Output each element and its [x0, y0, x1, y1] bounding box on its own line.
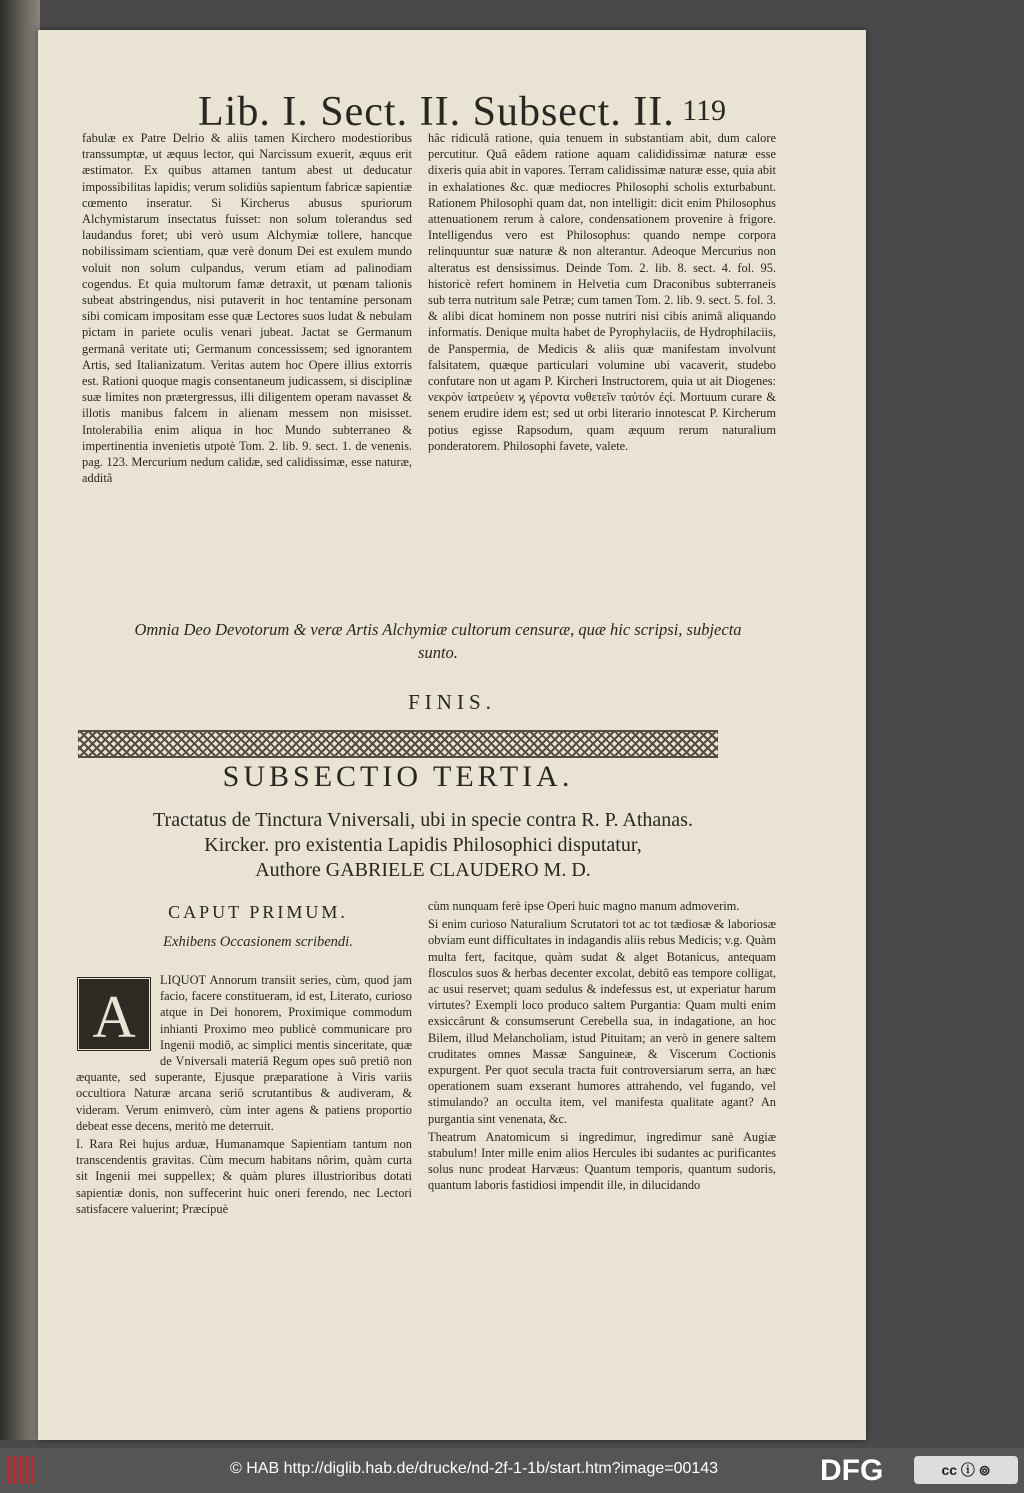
text-column-right-top	[428, 130, 776, 456]
viewer-footer	[0, 1448, 1024, 1493]
text-column-left-top	[82, 130, 412, 488]
hab-logo-icon	[8, 1456, 34, 1484]
page-number: 119	[682, 94, 726, 127]
cc-license-icon[interactable]: cc ⓘ ⊚	[914, 1456, 1018, 1484]
treatise-line-1: Tractatus de Tinctura Vniversali, ubi in specie contra R. P. Athanas.	[153, 809, 693, 831]
paragraph: Si enim curioso Naturalium Scrutatori tot ac tot tædiosæ & laboriosæ obviam eunt difficultates in indagandis aliis rebus Medicis; v.g. Quàm multa fert, facitque, quàm sudat & alget Botanicus, antequam flosculos suos & herbas decenter excolat, debitô eas tempore colligat, ac usui reservet; quam sedulus & indefessus est, ut experiatur harum virtutes? Exempli loco produco saltem Purgantia: Quam multi enim exsiccârunt & consumserunt Cerebella sua, in indagatione, an hoc Bilem, illud Melancholiam, istud Pituitam; an verò in genere saltem cruditates omnes Massæ Sanguineæ, & Viscerum Coctionis expurgent. Per quot secula tracta fuit controversiarum serra, an hæc operationem suam exserant humores attrahendo, vel fugando, vel stimulando? an occulta item, vel manifesta qualitate agant? An purgantia sint venenata, &c.	[428, 917, 776, 1126]
treatise-line-3: Authore GABRIELE CLAUDERO M. D.	[255, 859, 591, 881]
chapter-subtitle: Exhibens Occasionem scribendi.	[163, 934, 353, 950]
chapter-title: CAPUT PRIMUM.	[168, 902, 348, 922]
book-page	[38, 30, 866, 1440]
treatise-title	[78, 808, 768, 883]
source-url[interactable]: © HAB http://diglib.hab.de/drucke/nd-2f-1-1b/start.htm?image=00143	[230, 1460, 719, 1477]
treatise-line-2: Kircker. pro existentia Lapidis Philosophici disputatur,	[204, 834, 642, 856]
paragraph: fabulæ ex Patre Delrio & aliis tamen Kirchero modestioribus transsumptæ, ut æquus lector, qui Narcissum exuerit, æquus erit æstimator. Ex quibus attamen tantum abest ut deducatur impossibilitas lapidis; verum solidiùs sapientum fabricæ sapientiæ cœmento inseratur. Si Kircherus abusus spuriorum Alchymistarum insectatus fuisset: non solum tolerandus sed laudandus foret; ubi verò usum Alchymiæ tollere, hancque nobilissimam scientiam, quæ verè donum Dei est exulem mundo voluit non solum culpandus, verum etiam ad palinodiam cogendus. Et quia multorum famæ detraxit, ut pœnam talionis subeat abstringendus, nisi putaverit in hoc tentamine personam sibi comicam impositam esse quæ Lectores suos ludat & nebulam pictam in pariete oculis venari jubeat. Jactat se Germanum germanâ veritate uti; Germanum concessissem; sed ignorantem Artis, sed Italianizatum. Veritas autem hoc Opere illius extorris est. Rationi quoque magis consentaneum judicassem, si disciplinæ suæ limites non prætergressus, illi diligentem operam navasset & illotis manibus falcem in alienam messem non misisset. Intolerabilia enim aliqua in hoc Mundo subterraneo & impertinentia invenietis utpotè Tom. 2. lib. 9. sect. 1. de venenis. pag. 123. Mercurium nedum calidæ, sed calidissimæ, esse naturæ, additâ	[82, 131, 412, 486]
closing-statement: Omnia Deo Devotorum & veræ Artis Alchymiæ cultorum censuræ, quæ hic scripsi, subjecta sunto.	[134, 620, 742, 662]
text-column-left-bottom	[76, 972, 412, 1219]
paragraph: LIQUOT Annorum transiit series, cùm, quod jam facio, facere constitueram, id est, Literato, curioso atque in Dei honorem, Proximique commodum inhianti Proximo meo publicè communicare pro Ingenii modiô, ac simplici mentis sinceritate, quæ de Vniversali materiâ Regum opes suô pretiô non æquante, sed superante, Ejusque præparatione à Viris variis occultiora Naturæ arcana seriô scrutantibus & audiveram, & videram. Verum enimverò, cùm inter agens & patiens proportio debeat esse decens, meritò me deterruit.	[76, 973, 412, 1133]
paragraph: hâc ridiculâ ratione, quia tenuem in substantiam abit, dum calore percutitur. Quâ eâdem ratione aquam calididissimæ naturæ esse dixeris quia abit in vapores. Terram calidissimæ naturæ esse, quia abit in exhalationes &c. quæ mediocres Philosophi scholis exturbabunt. Rationem Philosophi quam dat, non intelligit: dicit enim Philosophus attenuationem rerum à calore, condensationem provenire à frigore. Intelligendus vero est Philosophus: quando nempe corpora relinquuntur suæ naturæ & non alterantur. Adeoque Mercurius non alteratus est densissimus. Deinde Tom. 2. lib. 8. sect. 4. fol. 95. historicè refert hominem in Helvetia cum Draconibus subterraneis sub terra nutritum sale Petræ; cum tamen Tom. 2. lib. 9. sect. 5. fol. 3. & alibi dicat hominem non posse nutriri nisi cibis animâ aliquando informatis. Denique multa habet de Pyrophylaciis, de Hydrophilaciis, de Panspermia, de Medicis & aliis quæ manifestam involvunt falsitatem, quæque particulari volumine ubi vacaverit, studebo confutare non ut agam P. Kircheri Instructorem, quia ut ait Diogenes: νεκρὸν ἰατρεύειν ϗ γέροντα νυθετεῖν ταὐτόν ἐςί. Mortuum curare & senem erudire idem est; sed ut orbi literario innotescat P. Kircherum potius egisse Rapsodum, quam æquum rerum naturalium ponderatorem. Philosophi favete, valete.	[428, 131, 776, 453]
paragraph: I. Rara Rei hujus arduæ, Humanamque Sapientiam tantum non transcendentis gravitas. Cùm mecum habitans nôrim, quàm curta sit Ingenii mei suppellex; & quàm plures illustrioribus dotati sapientiæ donis, non suffecerint huic oneri ferendo, nec Lectori satisfacere valuerint; Præcipuè	[76, 1137, 412, 1216]
finis-heading: FINIS.	[408, 690, 496, 714]
paragraph: Theatrum Anatomicum si ingredimur, ingredimur sanè Augiæ stabulum! Inter mille enim alios Hercules ibi sudantes ac purificantes solus nunc prodeat Harvæus: Quantum temporis, quantum sudoris, quantum laboris fastidiosi impendit ille, in dilucidando	[428, 1129, 776, 1193]
text-column-right-bottom	[428, 898, 776, 1196]
running-head: Lib. I. Sect. II. Subsect. II.	[198, 89, 675, 135]
adjacent-page-edge	[0, 0, 40, 1440]
paragraph: cùm nunquam ferè ipse Operi huic magno manum admoverim.	[428, 899, 740, 913]
section-title: SUBSECTIO TERTIA.	[222, 760, 574, 793]
dfg-logo: DFG	[820, 1454, 884, 1487]
decorated-initial: A	[76, 976, 152, 1052]
ornamental-band	[78, 730, 718, 758]
